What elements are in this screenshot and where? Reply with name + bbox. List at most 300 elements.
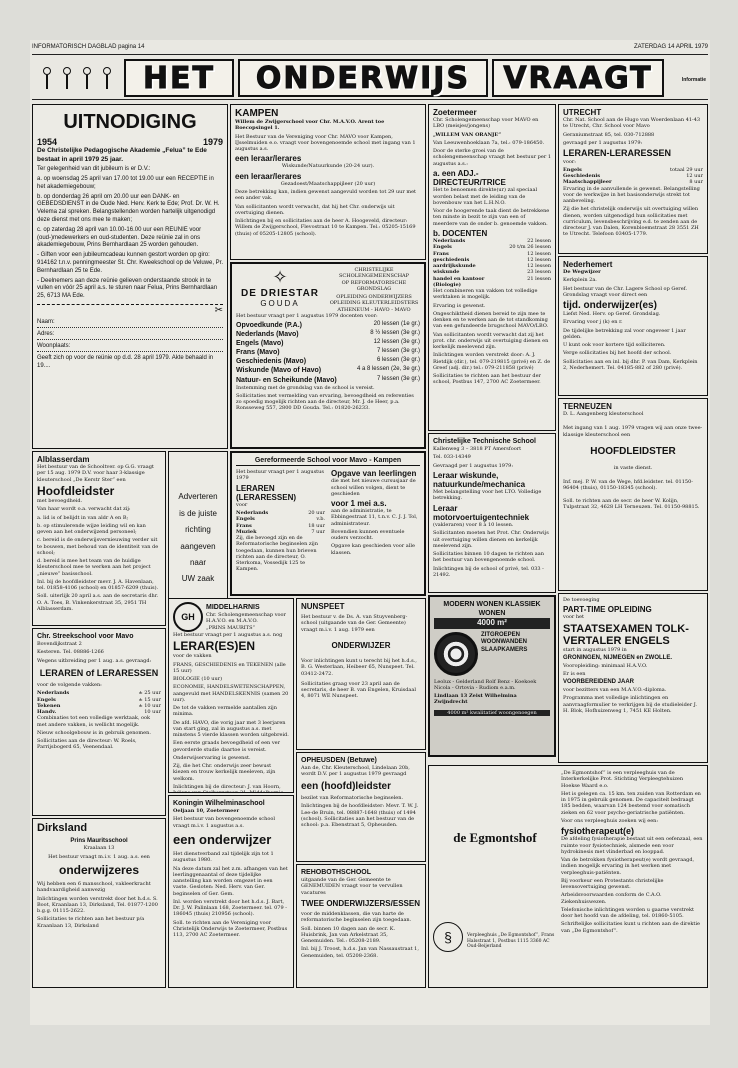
slogan-line: Adverteren: [178, 492, 218, 502]
egmontshof-logo: de Egmontshof: [453, 830, 537, 845]
ad-item: b. op donderdag 26 april om 20.00 uur een DANK- en GEBEDSDIENST in de Oude Ned. Herv. Kerk te Ede; Prof. Dr. W. H. Velema zal spreken. Belangstellenden worden hartelijk uitgenodigd deze dienst met ons mee te maken;: [37, 193, 220, 223]
vacancy-row: [236, 376, 420, 385]
egmontshof-left: [433, 770, 557, 982]
vacancy-title: LERAREN (LERARESSEN): [236, 483, 297, 502]
ad-title: Chr. Streekschool voor Mavo: [37, 633, 134, 640]
ad-paragraph: Na deze datum zal het z.m. afhangen van het leerlinggenaantal of deze tijdelijke aanstelling kan worden omgezet in een vaste. Gesloten: Ned. Herv. van Ger. beginselen of Ger. Gem.: [173, 865, 288, 897]
form-field-city[interactable]: Woonplaats:: [37, 343, 223, 352]
ad-paragraph: start in augustus 1979 in: [563, 646, 627, 653]
subject: (Biologie): [433, 281, 462, 288]
vacancy-title: HOOFDLEIDSTER: [590, 445, 676, 457]
slogan-line: naar: [189, 557, 206, 567]
ad-paragraph: Inl. bij J. Troost, h.d.s. Jan van Nassaustraat 1, Genemuiden, tel. 05208-2368.: [301, 946, 419, 959]
vacancy-title: Opgave van leerlingen: [331, 469, 417, 479]
ad-paragraph: Zij, die bevoegd zijn en de Reformatorische beginselen zijn toegedaan, kunnen hun brieven richten aan de directeur, O. Sterkoma, Vossedijk 125 te Kampen.: [236, 535, 318, 573]
vacancy-title: Hoofdleidster: [37, 483, 115, 498]
ad-paragraph: Het dienstverband zal tijdelijk zijn tot 1 augustus 1980.: [173, 851, 274, 864]
hours: 6 lessen (3e gr.): [376, 357, 420, 364]
school-name: Prins Mauritsschool: [70, 837, 128, 844]
ad-paragraph: Van de betrokken fysiotherapeut(e) wordt gevraagd, indien mogelijk ervaring in het werken met verpleeghuis-patiënten.: [561, 857, 695, 876]
vacancy-row: [236, 339, 420, 348]
ad-title: OPHEUSDEN (Betuwe): [301, 757, 377, 764]
masthead-title: [124, 59, 664, 97]
masthead: [32, 54, 708, 100]
ad-middelharnis: [168, 598, 294, 793]
masthead-word: HET: [124, 59, 234, 97]
subject: Engels: [236, 516, 255, 523]
masthead-illustration-left: [34, 57, 120, 99]
ad-paragraph: Inlichtingen worden verstrekt door: A. J. Rietdijk (dir.), tel. 079-219815 (privé) en Z. de Greef (adj. dir.) tel.: 079-211858 (privé): [433, 352, 551, 371]
teacher-figure-icon: [80, 67, 94, 97]
vacancy-title: tijd. onderwijzer(es): [563, 300, 657, 312]
ad-technische-school: [428, 433, 556, 593]
ad-paragraph: Sollicitaties aan en inl. bij dhr. P. van Dam, Kerkplein 2, Nederhemert. Tel. 04185-882 of 280 (privé).: [563, 358, 698, 371]
ad-streekschool: [32, 628, 166, 816]
hours: 12 uur: [686, 173, 703, 180]
vacancy-row: [236, 321, 420, 330]
ad-title: Christelijke Technische School: [433, 438, 536, 445]
ad-paragraph: Het bestuur van bovengenoemde school vraagt m.i.v. 1 augustus a.s.: [173, 816, 275, 829]
ad-paragraph: voor de vakken: [173, 653, 212, 660]
subject: Tekenen: [37, 702, 61, 709]
vacancy-list: [236, 321, 420, 385]
ad-subtitle: 4000 m²: [434, 618, 550, 628]
ad-paragraph: Voor de hoogerende taak dient de betrekkene ten minste in bezit te zijn van een of meerdere van de onder b. genoemde vakken.: [433, 208, 550, 227]
modern-content: [434, 632, 550, 676]
ad-paragraph: - Deelnemers aan deze reünie gelieven onderstaande strook in te vullen en vóór 25 april a.s. te sturen naar Felua, Prins Bernhardlaan 25, 6713 MA Ede.: [37, 277, 218, 300]
school-address: Kraalaan 13: [83, 845, 115, 852]
hours: 8 ½ lessen (3e gr.): [370, 330, 420, 337]
driestar-header: [236, 267, 420, 313]
ad-paragraph: Inlichtingen bij de directeur: J. van Hoorn,: [173, 783, 281, 790]
ad-paragraph: Van Leeuwenhoeklaan 7a, tel.: 079-186450.: [433, 139, 545, 146]
masthead-tag: Informatie: [681, 77, 706, 83]
subject: handel en kantoor: [433, 275, 485, 282]
ad-nederhemert: [558, 256, 708, 396]
vacancy-detail: Wiskunde/Natuurkunde (20-24 uur).: [281, 163, 375, 170]
ad-uitnodiging: [32, 104, 228, 449]
ad-modern-wonen: [428, 595, 556, 757]
ad-paragraph: Schriftelijke sollicitaties kunt u richten aan de direktie van „De Egmontshof”.: [561, 921, 700, 934]
ad-paragraph: Van haar wordt o.a. verwacht dat zij:: [37, 506, 131, 513]
ad-paragraph: Het bestuur vraagt m.i.v. 1 aug. a.s. een: [48, 853, 150, 860]
ad-title: Zoetermeer: [433, 108, 477, 117]
ad-columns: [236, 469, 420, 575]
ad-paragraph: - Giften voor een jubileumcadeau kunnen gestort worden op giro: 914162 t.n.v. penningmeester St. Chr. Kweekschool op de Veluwe, Pr. Bernhardlaan 25 te Ede.: [37, 252, 224, 274]
ad-egmontshof: [428, 765, 708, 988]
ad-paragraph: die met het nieuwe cursusjaar de school willen volgen, dient te geschieden: [331, 478, 416, 497]
vacancy-row: [236, 348, 420, 357]
ad-tolk-vertaler: [558, 593, 708, 763]
ad-paragraph: Wij hebben een 6 mansschool, vakleerkracht handvaardigheid aanwezig: [37, 881, 151, 894]
running-header: [32, 44, 708, 53]
ad-paragraph: Ervaring in de aanvullende is gewenst. Belangstelling voor de werkwijze in het basisonderwijs strekt tot aanbeveling.: [563, 185, 700, 205]
ad-paragraph: Het Bestuur van de Vereniging voor Chr. MAVO voor Kampen, IJsselmuiden e.o. vraagt voor bovengenoemde school met ingang van 1 augustus a.s.: [235, 133, 416, 152]
ad-paragraph: Telefonische inlichtingen worden u gaarne verstrekt door het hoofd van de afdeling, tel. 01860-5105.: [561, 906, 695, 920]
course-locations: GRONINGEN, NIJMEGEN en ZWOLLE.: [563, 655, 673, 662]
ad-paragraph: Voor ons verpleeghuis zoeken wij een:: [561, 817, 659, 824]
ad-paragraph: Verge sollicitaties bij het hoofd der school.: [563, 350, 672, 357]
ad-paragraph: Van sollicitanten wordt verwacht dat zij het prot. chr. onderwijs uit overtuiging dienen en kerkelijk meelevend zijn.: [433, 331, 549, 350]
hours: 8 uur: [689, 179, 703, 186]
ad-column-left: [236, 469, 325, 575]
ad-paragraph: voor het: [563, 614, 585, 621]
ad-paragraph: Het is gelegen ca. 15 km. ten zuiden van Rotterdam en in 1975 in gebruik genomen. De capaciteit bedraagt 185 bedden, waarvan 124 bestemd voor somatisch zieken en 62 voor psycho-geriatrische patiënten.: [561, 790, 701, 816]
ad-paragraph: Aan de, Chr. Kleuterschool, Lindelaan 20b, wordt D.V. per 1 augustus 1979 gevraagd: [301, 765, 410, 778]
ad-item: a. lid is of belijdt in van aldr A en B;: [37, 514, 129, 521]
slogan-line: is de juiste: [179, 508, 217, 518]
ad-paragraph: Soll. binnen 10 dagen aan de secr. K. Huisbrink, Jan van Arkelstraat 35, Genemuiden. Tel.: 05208-2189.: [301, 925, 396, 945]
vacancy-row: [236, 357, 420, 366]
hours: 12 lessen: [527, 250, 551, 257]
driestar-org: CHRISTELIJKE SCHOLENGEMEENSCHAP OP REFORMATORISCHE GRONDSLAG OPLEIDING ONDERWIJZERS OPLEIDING KLEUTERLEIDSTERS ATHENEUM - HAVO - MAVO: [329, 267, 419, 313]
hours: 12 lessen: [527, 256, 551, 263]
vacancy-title: b. DOCENTEN: [433, 228, 488, 238]
ad-paragraph: Met belangstelling voor het LTO. Volledige betrekking.: [433, 489, 542, 502]
ad-item: Zij, die het Chr. onderwijs zeer bewust kiezen en trouw kerkelijk meeleven, zijn welkom.: [173, 763, 276, 782]
vacancy-row: [236, 330, 420, 339]
subject: aardrijkskunde: [433, 263, 476, 269]
ad-paragraph: voor:: [563, 158, 576, 165]
hours: 7 lessen (3e gr.): [376, 375, 420, 382]
ad-intro: Het bestuur vraagt per 1 augustus 1979 docenten voor:: [236, 312, 378, 319]
ad-paragraph: Door de sterke groei van de scholengemeenschap vraagt het bestuur per 1 augustus a.s.:: [433, 148, 552, 167]
ad-item: Een eerste graads bevoegdheid of een ver gevorderde studie daartoe is vereist.: [173, 740, 281, 753]
star-icon: ✧: [272, 267, 288, 287]
ad-paragraph: BIOLOGIE (10 uur): [173, 676, 223, 683]
school-logo-icon: GH: [173, 602, 203, 632]
ad-title: UITNODIGING: [63, 111, 197, 133]
ad-kicker: De toevoeging: [563, 597, 600, 603]
ad-paragraph: Het bestuur vraagt per 1 augustus 1979: [236, 469, 324, 482]
hours: 12 lessen (3e gr.): [373, 339, 420, 346]
vacancy-title: LERAREN of LERARESSEN: [39, 667, 159, 678]
vacancy-list: [37, 690, 161, 715]
subject: Wiskunde (Mavo of Havo): [236, 367, 322, 375]
hours: 23 lessen: [527, 269, 551, 276]
school-name: „WILLEM VAN ORANJE”: [433, 131, 502, 138]
form-field-name[interactable]: Naam:: [37, 319, 223, 328]
product-list: ZITGROEPEN WOONWANDEN SLAAPKAMERS: [481, 631, 528, 654]
ad-paragraph: ECONOMIE, HANDELSWETENSCHAPPEN, aangevuld met HANDELSKENNIS (samen 20 uur).: [173, 684, 289, 703]
subject: Geschiedenis: [563, 173, 601, 180]
ad-paragraph: Inlichtingen bij en sollicitaties aan de heer A. Hoogeveld, directeur: Willem de Zwijgerschool, Flevostraat 10 te Kampen. Tel.: 05205-15169 (thuis) of 05205-12805 (school).: [235, 218, 416, 237]
vacancy-row: [236, 366, 420, 375]
prep-year: VOORBEREIDEND JAAR: [563, 679, 635, 686]
middelharnis-heading: MIDDELHARNIS Chr. Scholengemeenschap voor H.A.V.O. en M.A.V.O. „PRINS MAURITS”: [206, 604, 286, 631]
ad-paragraph: Het bestuur vraagt per 1 augustus a.s. nog: [173, 632, 283, 638]
masthead-illustration-right: [662, 57, 706, 99]
child-figure-icon: [60, 67, 74, 97]
ad-paragraph: met bevoegdheid.: [37, 498, 83, 505]
ad-paragraph: Inlichtingen worden verstrekt door het h.d.s. S. Boot, Kraanlaan 13, Dirksland, Tel. 01877-1200 b.g.g. 01115-2622.: [37, 895, 158, 915]
ad-koningin-wilhelminaschool: [168, 795, 294, 988]
ad-paragraph: Bovendien kunnen eventuele ouders verzocht.: [331, 528, 405, 542]
subject: Maatschappijleer: [563, 179, 612, 186]
ad-paragraph: Het te benoemen direkte(ur) zal speciaal worden belast met de leiding van de bovenbouw van het L.H.N.O.: [433, 187, 538, 206]
subject: Frans: [236, 522, 252, 529]
brand-list: Leolux - Gelderland Rolf Benz - Koekoek Nicola - Ortovia - Rudiom e.a.m.: [434, 678, 537, 691]
hours: 18 uur: [308, 522, 325, 529]
ad-paragraph: (vakleraren) voor 8 à 10 lessen.: [433, 522, 514, 529]
subject: Nederlands: [37, 690, 70, 697]
running-header-left: INFORMATORISCH DAGBLAD pagina 14: [32, 44, 145, 50]
newspaper-page: [30, 40, 710, 1025]
ad-paragraph: Ervaring voor j (k) en r.: [563, 319, 623, 326]
vacancy-title: een onderwijzer: [173, 831, 272, 847]
ad-item: De afd. HAVO, die vorig jaar met 3 leerjaren van start ging, zal in augustus a.s. met minstens 5 vierde klassen worden uitgebreid.: [173, 719, 289, 739]
ad-zoetermeer: [428, 104, 556, 431]
vacancy-title: fysiotherapeut(e): [561, 826, 635, 836]
ad-paragraph: Voor inlichtingen kunt u terecht bij het h.d.s., B. G. Westerlaan, Heibeer 65, Nunspeet. Tel. 03412-2472.: [301, 658, 417, 677]
ad-paragraph: Deze betrekking kan, indien gewenst aangevuld worden tot 29 uur met een ander vak.: [235, 189, 417, 202]
subject: Nederlands: [433, 238, 466, 244]
school-name: Willem de Zwijgerschool voor Chr. M.A.V.O. Arent toe Boecopsingel 1.: [235, 119, 385, 132]
deadline: voor 1 mei a.s.: [331, 499, 387, 509]
ad-years: [37, 137, 223, 147]
ad-paragraph: bezilet van Reformatorische beginselen.: [301, 795, 404, 802]
ad-paragraph: Opgave kan geschieden voor alle klassen.: [331, 543, 415, 556]
hours: 20 uur: [308, 510, 325, 517]
child-figure-icon: [100, 67, 114, 97]
vacancy-title: LERAR(ES)EN: [173, 639, 256, 654]
hours: 20 lessen (1e gr.): [373, 321, 420, 327]
ad-paragraph: voor bezitters van een M.A.V.O.-diploma.: [563, 687, 667, 694]
egmontshof-address: Verpleeghuis „De Egmontshof”, Frans Halsstraat 1, Postbus 1115 3360 AC Oud-Beijerland: [467, 933, 555, 950]
hours: 22 lessen: [527, 238, 551, 244]
child-figure-icon: [40, 67, 54, 97]
ad-paragraph: Sollicitaties met vermelding van ervaring, bevoegdheid en referenties zo spoedig mogelijk richten aan de directeur, Mr. J. de Heer, p.a. Ronsseweg 557, 2800 DD Gouda. Tel.: 01820-26233.: [236, 392, 414, 412]
ad-paragraph: Arbeidsvoorwaarden conform de C.A.O. Ziekenhuiswezen.: [561, 892, 662, 905]
vacancy-title: TWEE ONDERWIJZERS/ESSEN: [301, 898, 420, 908]
hours: 10 uur: [144, 709, 161, 716]
ad-paragraph: Inlichtingen bij de hoofdleidster: Mevr. T. W. J. Lee-de Bruin, tel. 08887-1648 (thuis) of 1494 (school). Sollicitaties aan het bestuur van de school: p.a. Ebenstraat 5, Opheusden.: [301, 803, 419, 829]
ad-paragraph: Inlichtingen bij de school of privé, tel. 033 - 21492.: [433, 565, 544, 578]
ad-alblasserdam: [32, 451, 166, 626]
exam-title: STAATSEXAMEN TOLK-VERTALER ENGELS: [563, 622, 689, 647]
ad-paragraph: uitgaande van de Ger. Gemeente te GENEMUIDEN vraagt voor te vervullen vacatures: [301, 877, 403, 896]
subject: Engels: [37, 696, 56, 703]
ad-paragraph: voor de volgende vakken:: [37, 682, 102, 689]
slogan-line: UW zaak: [181, 574, 215, 584]
vacancy-list: [563, 167, 703, 186]
store-location: Lindlaan 13 Zeist Wilhelmina Zwijndrecht: [434, 693, 517, 706]
ad-paragraph: Inl. worden verstrekt door het h.d.s. J. Bart, Dr. J. W. Palinlaan 168, Zoetermeer. tel. 079 - 186045 (thuis) 210956 (school).: [173, 898, 287, 918]
year-end: 1979: [202, 137, 223, 147]
driestar-logo: ✧ DE DRIESTAR GOUDA: [236, 267, 324, 313]
ad-title: Dirksland: [37, 822, 88, 834]
vacancy-title: Leraar motorvoertuigentechniek: [433, 503, 530, 522]
ad-kampen: [230, 104, 426, 260]
slogan-line: aangeven: [180, 541, 216, 551]
ad-title: UTRECHT: [563, 108, 602, 117]
subject: Frans: [433, 250, 449, 257]
ad-gereformeerde-school: [230, 451, 426, 596]
ad-item: c. bereid is de onderwijsvernieuwing verder uit te bouwen, met behoud van de identiteit van de school;: [37, 537, 159, 556]
school-address: Kallenweg 3 – 3818 PT Amersfoort: [433, 446, 522, 453]
ad-paragraph: Liefst Ned. Herv. op Geref. Grondslag.: [563, 311, 661, 318]
school-name: D. L. Aangenberg kleuterschool: [563, 411, 644, 418]
vacancy-list: [433, 238, 551, 288]
ad-paragraph: Inl. bij de hoofdleidster mevr. J. A. Havenlaan, tel. 01858-4106 (school) en 01857-6209 (thuis).: [37, 578, 159, 592]
ad-paragraph: Van sollicitanten wordt verwacht, dat hij het Chr. onderwijs uit overtuiging dienen.: [235, 203, 395, 216]
hours: 4 a 8 lessen (2e, 3e gr.): [356, 366, 420, 373]
egmontshof-address-block: [433, 922, 557, 952]
ad-item: Onderwijservaring is gewenst.: [173, 754, 251, 761]
ad-subtitle: De Christelijke Pedagogische Akademie „Felua” te Ede bestaat in april 1979 25 jaar.: [37, 147, 207, 163]
hours: ± 25 uur: [138, 690, 161, 697]
ad-intro: Ter gelegenheid van dit jubileum is er D.V.:: [37, 166, 151, 173]
ad-paragraph: Chr. Scholengemeenschap voor MAVO en LBO (meisjes/jongens): [433, 117, 539, 130]
school-address: Bovendijkstraat 2: [37, 641, 82, 648]
ad-paragraph: Met ingang van 1 aug. 1979 vragen wij aan onze twee-klassige kleuterschool een: [563, 425, 703, 438]
subject: Natuur- en Scheikunde (Mavo): [236, 376, 337, 384]
ad-title: Gereformeerde School voor Mavo - Kampen: [236, 456, 420, 466]
masthead-word: ONDERWIJS: [238, 59, 488, 97]
school-address: Oeljaan 10, Zoetermeer: [173, 808, 240, 815]
subject: Engels (Mavo): [236, 340, 284, 348]
ad-opheusden: [296, 752, 426, 862]
ad-title: Koningin Wilhelminaschool: [173, 800, 265, 807]
spiral-logo-icon: [434, 632, 478, 676]
ad-paragraph: Geraniumstraat 85, tel. 030-712888: [563, 131, 655, 138]
egmontshof-right: [561, 770, 703, 984]
ad-title: REHOBOTHSCHOOL: [301, 869, 371, 876]
ad-nunspeet: [296, 598, 426, 750]
ad-paragraph: Er is een: [563, 671, 586, 678]
hours: v.b.: [316, 516, 325, 523]
slogan-line: richting: [185, 525, 211, 535]
ad-dirksland: [32, 818, 166, 988]
ad-paragraph: Nieuw schoolgebouw is in gebruik genomen.: [37, 729, 151, 736]
vacancy-list: [236, 510, 325, 535]
ad-rehobothschool: [296, 864, 426, 988]
ad-paragraph: Sollicitaties aan de directeur: W. Roels, Parrijsbogerd 65, Veenendaal.: [37, 738, 137, 751]
ad-paragraph: Ongeschiktheid dienen bereid te zijn mee te denken en te werken aan de tot standkoming van een gefundeerde brugschool MAVO/LBO.: [433, 310, 549, 330]
ad-column-right: [331, 469, 420, 575]
ad-item: d. bereid is mee het team van de huidige kleuterschool mee te werken aan het project „nieuwe” basisschool.: [37, 558, 151, 577]
ad-paragraph: FRANS, GESCHIEDENIS en TEKENEN (alle 15 uur): [173, 661, 286, 674]
ad-title: Nederhemert: [563, 260, 613, 269]
subject: Opvoedkunde (P.A.): [236, 322, 302, 329]
ad-paragraph: Zij die het christelijk onderwijs uit overtuiging willen dienen, worden uitgenodigd hun sollicitaties met curriculum, levensbeschrijving e.d. te zenden aan de directeur J. van Dalen, Korenbloemstraat 28 3551 ZH te Utrecht. Telefoon 03405-1779.: [563, 206, 699, 238]
ad-paragraph: U kunt ook voor kortere tijd solliciteren.: [563, 342, 666, 349]
ad-paragraph: Vooropleiding: minimaal H.A.V.O.: [563, 662, 648, 669]
ad-title: KAMPEN: [235, 108, 279, 119]
running-header-right: ZATERDAG 14 APRIL 1979: [633, 44, 708, 50]
hours: totaal 29 uur: [670, 166, 703, 173]
ad-title: Alblasserdam: [37, 455, 90, 464]
vacancy-title: een (hoofd)leidster: [301, 780, 392, 792]
ad-item: c. op zaterdag 28 april van 10.00-16.00 uur een REUNIE voor (oud-)medewerkers en oud-studenten. Deze reünie zal in ons akademiegebouw, Prins Bernhardlaan 25 worden gehouden.: [37, 226, 202, 249]
ad-paragraph: Het bestuur van de Schooltver. op G.G. vraagt per 15 aug. 1979 D.V. voor haar 3-klassige kleuterschool „De Kerstr Ster” een: [37, 464, 154, 483]
hours: 7 uur: [311, 528, 325, 535]
ad-paragraph: De afdeling fysiotherapie bestaat uit een oefenzaal, een ruimte voor fysiotechniek, alsmede een voor hydrokinesis met vlinderbad en looppad.: [561, 836, 703, 855]
ad-item: b. op stimulerende wijze leiding wil en kan geven aan het onderwijzend personeel;: [37, 522, 146, 536]
subject: geschiedenis: [433, 256, 470, 263]
hours: 20 t/m 26 lessen: [509, 244, 551, 251]
ad-paragraph: aan de administratie, te Ebbingestraat 11, t.n.v. C. J. J. Tol, administrateur.: [331, 508, 418, 527]
subject: Muziek: [236, 528, 257, 535]
ad-paragraph: Sollicitaties te richten aan het bestuur der school, Postbus 147, 2700 AC Zoetermeer.: [433, 373, 541, 386]
ad-paragraph: „De Egmontshof” is een verpleeghuis van de Interkerkelijke Prot. Stichting Verpleegtehuizen Hoekse Waard e.o.: [561, 770, 684, 789]
subject: Nederlands (Mavo): [236, 331, 299, 339]
ad-title: TERNEUZEN: [563, 402, 612, 411]
course-title: PART-TIME OPLEIDING: [563, 605, 652, 615]
ad-paragraph: Chr. Nat. School aan de Hugo van Woerdenlaan 41-43 te Utrecht, Chr. School voor Mavo: [563, 117, 701, 130]
subject: Frans (Mavo): [236, 349, 280, 357]
ad-paragraph: Soll. te richten aan de secr. de heer W. Kolijn, Tulpstraat 32, 4628 LH Terneuzen. Tel. 01150-98815.: [563, 497, 700, 510]
ad-item: a. op woensdag 25 april van 17.00 tot 19.00 uur een RECEPTIE in het akademiegebouw;: [37, 176, 214, 190]
hours: 21 lessen: [527, 275, 551, 282]
ad-paragraph: Soll. te richten aan de Vereniging voor Christelijk Onderwijs te Zoetermeer, Postbus 113, 2700 AC Zoetermeer.: [173, 919, 288, 939]
ad-driestar: [230, 262, 426, 449]
hours: ± 10 uur: [138, 702, 161, 709]
vacancy-title: ONDERWIJZER: [331, 640, 391, 650]
subject: Engels: [563, 166, 582, 173]
subject: Geschiedenis (Mavo): [236, 358, 307, 366]
subject: Handv.: [37, 709, 57, 716]
school-name: De Wegwijzer: [563, 269, 601, 276]
subject: Nederlands: [236, 510, 269, 517]
ad-paragraph: Programma met volledige inlichtingen en aanvraagformulier te verkrijgen bij de studieleider J. H. Blok, Hofhuizenweg 1, 7451 KE Holten.: [563, 695, 697, 714]
school-city: Kesteren. Tel. 08886-1266: [37, 649, 104, 656]
ad-paragraph: Het bestuur v. de Ds. A. van Stuyvenberg-school (uitgaande van de Ger. Gemeente) vraagt m.i.v. 1 aug. 1979 een: [301, 614, 408, 633]
masthead-word: VRAAGT: [492, 59, 664, 97]
ad-paragraph: Ervaring is gewenst.: [433, 302, 486, 309]
subject: wiskunde: [433, 269, 460, 276]
ad-title: MODERN WONEN KLASSIEK WONEN: [443, 601, 541, 618]
ad-paragraph: Sollicitanten moeten het Prot. Chr. Onderwijs uit overtuiging willen dienen en kerkelijk meelevend zijn.: [433, 530, 549, 549]
ad-paragraph: Combinaties tot een volledige werktaak, ook met andere vakken, is wellicht mogelijk.: [37, 715, 151, 728]
hours: 7 lessen (3e gr.): [376, 348, 420, 355]
ad-paragraph: Instemming met de grondslag van de school is vereist.: [236, 384, 375, 391]
vacancy-title: een leraar/lerares: [235, 171, 302, 181]
ad-terneuzen: [558, 398, 708, 591]
vacancy-title: een leraar/lerares: [235, 154, 302, 164]
vacancy-detail: Gezadoest/Maatschappijleer (20 uur): [280, 180, 376, 187]
form-field-address[interactable]: Adres:: [37, 331, 223, 340]
ad-paragraph: Wegens uitbreiding per 1 aug. a.s. gevraagd:: [37, 657, 152, 664]
ad-paragraph: Gevraagd per 1 augustus 1979:: [433, 462, 514, 469]
vacancy-title: onderwijzeres: [58, 862, 140, 877]
subject: Engels: [433, 244, 452, 251]
ad-footer: 4000 m² kwalitatief woongenoegen: [434, 710, 550, 716]
ad-utrecht: [558, 104, 708, 254]
form-note: Geeft zich op voor de reünie op d.d. 28 april 1979. Akte behaald in 19....: [37, 354, 214, 369]
ad-paragraph: De tijdelijke betrekking zal voor ongeveer 1 jaar gelden.: [563, 327, 686, 340]
middelharnis-header: [173, 602, 289, 632]
ad-paragraph: Sollicitaties te richten aan het bestuur p/a Kraanlaan 13, Dirksland: [37, 916, 145, 929]
ad-item: De tot de vakken vermelde aantallen zijn minima.: [173, 705, 277, 718]
ad-paragraph: Het bestuur van de Chr. Lagere School op Geref. Grondslag vraagt voor direct een: [563, 285, 687, 298]
school-address: Kerkplein 2a.: [563, 277, 597, 284]
vacancy-title: Leraar wiskunde, natuurkunde/mechanica: [433, 470, 526, 490]
ad-paragraph: Het combineren van vakken tot volledige werktaken is mogelijk.: [433, 288, 538, 301]
seal-icon: §: [433, 922, 463, 952]
hours: 12 lessen: [527, 263, 551, 269]
ad-paragraph: Inf. mej. P. W. van de Wege, hfd.leidster. tel. 01150-96404 (thuis), 01150-18345 (school).: [563, 479, 693, 492]
ad-paragraph: Bij voorkeur een Protestants christelijke levensovertuiging gewenst.: [561, 877, 664, 891]
hours: ± 15 uur: [138, 696, 161, 703]
ad-paragraph: in vaste dienst.: [613, 464, 653, 471]
vacancy-title: LERAREN-LERARESSEN: [563, 148, 672, 159]
scissors-icon: ✂: [37, 304, 223, 316]
ad-paragraph: voor: [236, 501, 248, 508]
vacancy-title: a. een ADJ.-DIRECTEUR/TRICE: [433, 168, 506, 188]
ad-paragraph: voor de middenklassen, die van harte de reformatorische beginselen zijn toegedaan.: [301, 911, 412, 924]
ad-title: NUNSPEET: [301, 602, 345, 611]
